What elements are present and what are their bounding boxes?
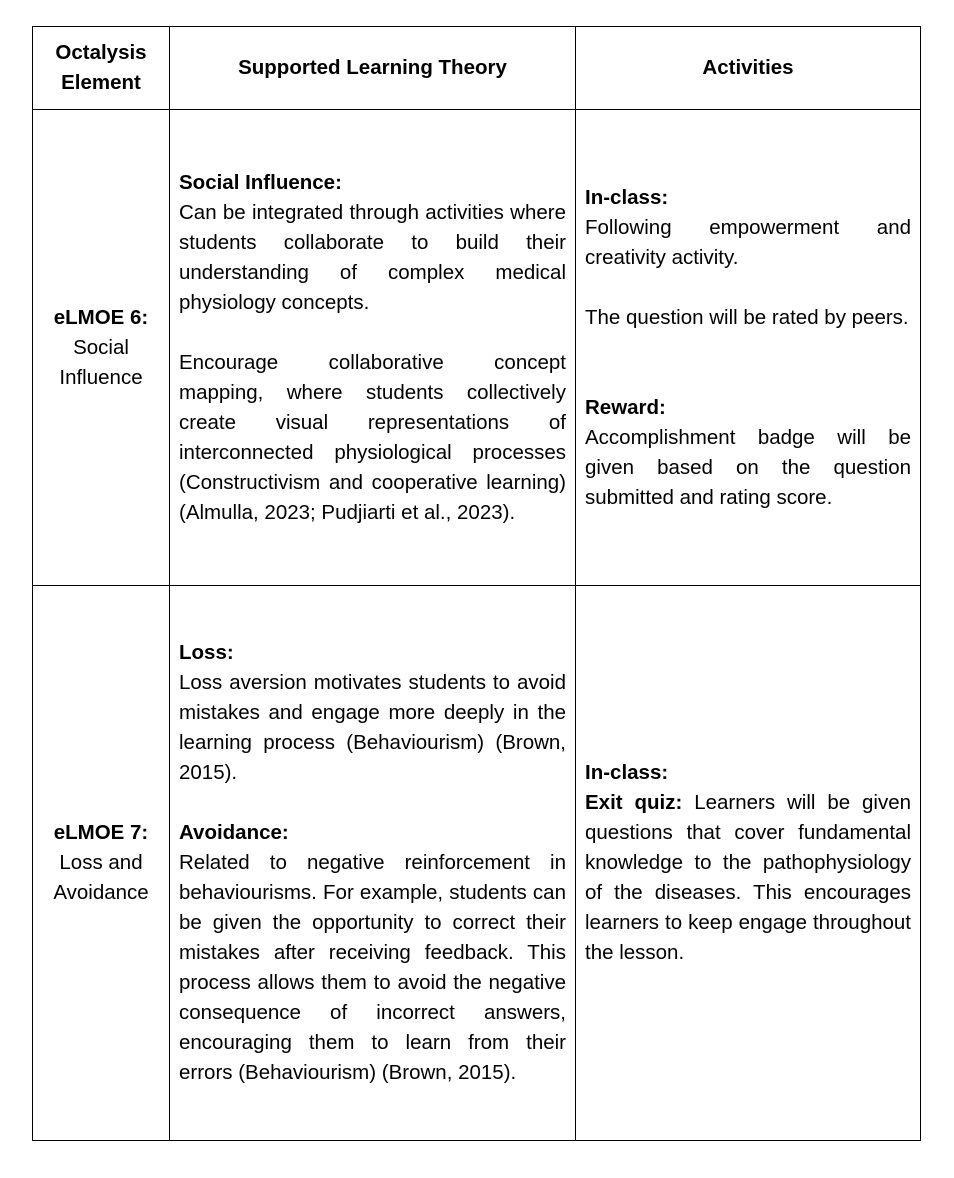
exit-quiz-label: Exit quiz:	[585, 791, 683, 814]
exit-quiz-text	[585, 788, 911, 968]
header-activities: Activities	[576, 27, 921, 110]
theory-paragraph: Encourage collaborative concept mapping, where students collectively create visual representations of interconnected physiological processes (Constructivism and cooperative learning) (Almulla, 2023; Pudjiarti et al., 2023).	[179, 350, 566, 524]
reward-heading: Reward:	[585, 395, 666, 419]
theory-paragraph: Related to negative reinforcement in behaviourisms. For example, students can be given the opportunity to correct their mistakes after receiving feedback. This process allows them to avoid the negative consequence of incorrect answers, encouraging them to learn from their errors (Behaviourism) (Brown, 2015).	[179, 851, 566, 1084]
theory-paragraph: Can be integrated through activities where students collaborate to build their understanding of complex medical physiology concepts.	[179, 200, 566, 314]
exit-quiz-description: Learners will be given questions that cover fundamental knowledge to the pathophysiology of the diseases. This encourages learners to keep engage throughout the lesson.	[585, 791, 912, 964]
header-supported-learning-theory: Supported Learning Theory	[170, 27, 576, 110]
element-cell-elmoe-7	[33, 586, 170, 1141]
octalysis-table	[32, 26, 921, 1141]
element-cell-elmoe-6	[33, 110, 170, 586]
table-row-elmoe-7	[33, 586, 921, 1141]
table-row-elmoe-6	[33, 110, 921, 586]
header-octalysis-element: Octalysis Element	[33, 27, 170, 110]
theory-paragraph: Loss aversion motivates students to avoid mistakes and engage more deeply in the learning process (Behaviourism) (Brown, 2015).	[179, 671, 566, 784]
theory-cell-elmoe-7	[170, 586, 576, 1141]
activities-cell-elmoe-6	[576, 110, 921, 586]
activities-heading: In-class:	[585, 761, 669, 784]
element-id: eLMOE 7:	[53, 821, 149, 844]
activities-text: Following empowerment and creativity activity.	[585, 215, 911, 269]
theory-heading: Loss:	[179, 641, 234, 664]
element-name: Social Influence	[59, 335, 143, 389]
activities-heading: In-class:	[585, 185, 669, 209]
activities-cell-elmoe-7	[576, 586, 921, 1141]
element-name: Loss and Avoidance	[53, 851, 149, 904]
table-header-row	[33, 27, 921, 110]
theory-heading: Social Influence:	[179, 170, 342, 194]
theory-heading: Avoidance:	[179, 821, 289, 844]
activities-text: The question will be rated by peers.	[585, 305, 909, 329]
element-id: eLMOE 6:	[53, 305, 149, 329]
activities-text: Accomplishment badge will be given based on the question submitted and rating score.	[585, 425, 911, 509]
theory-cell-elmoe-6	[170, 110, 576, 586]
